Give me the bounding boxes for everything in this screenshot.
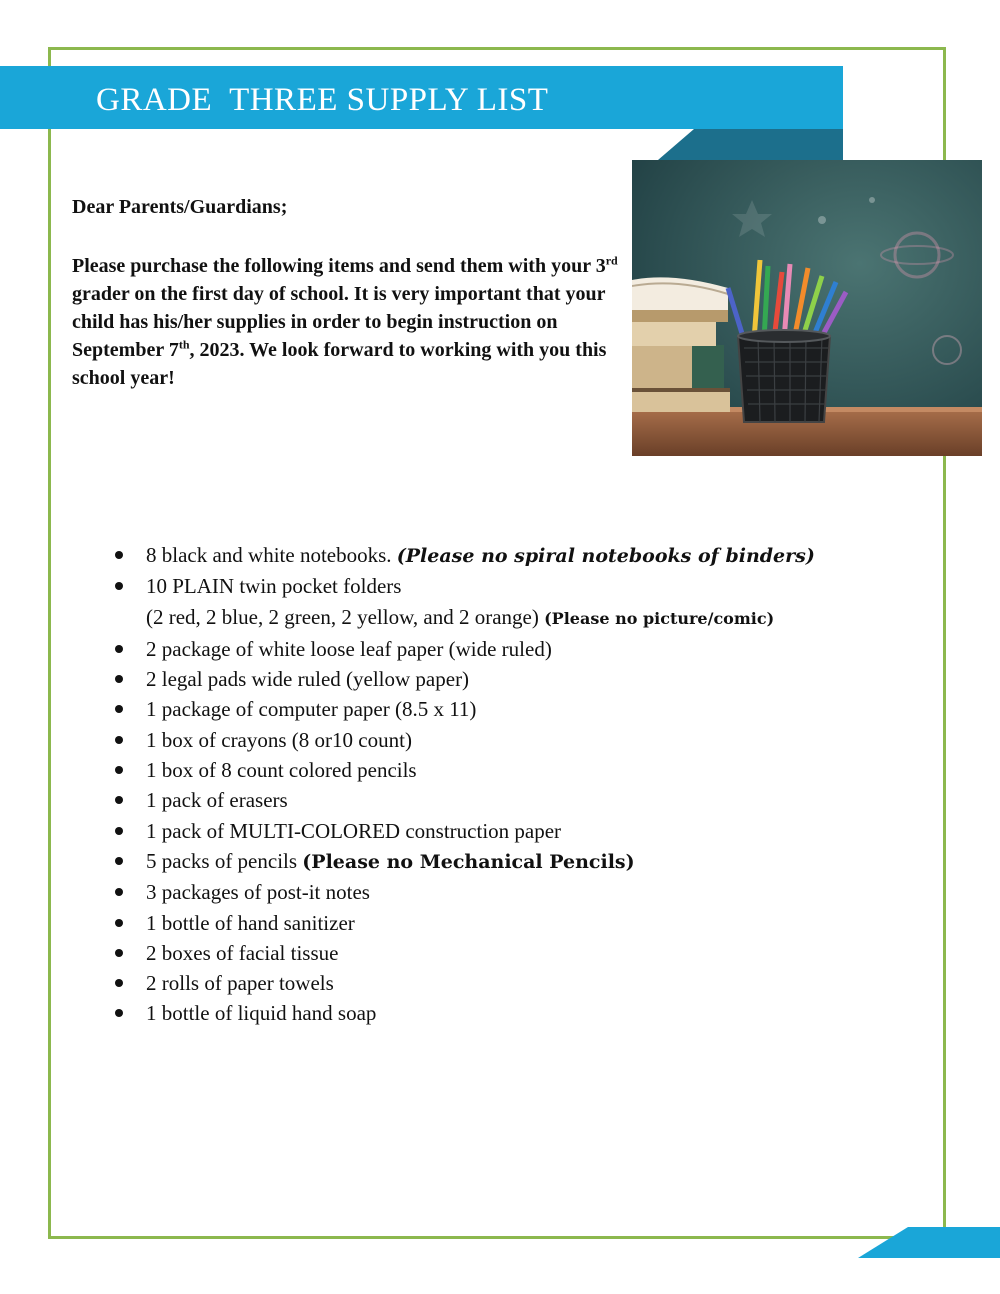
supply-list [0,540,1000,1029]
bullet-icon [115,919,123,927]
books-and-pencil-cup-image [632,160,982,456]
bullet-icon [115,1009,123,1017]
bullet-icon [115,645,123,653]
list-item: 10 PLAIN twin pocket folders [0,571,1000,601]
page-title: GRADE THREE SUPPLY LIST [96,82,549,118]
bullet-icon [115,705,123,713]
bullet-icon [115,675,123,683]
letter-intro: Please purchase the following items and send them with your 3rd grader on the first day of school. It is very important that your child has his/her supplies in order to begin instruction on September 7th, 2023. We look forward to working with you this school year! [72,253,618,389]
list-item: 2 boxes of facial tissue [0,938,1000,968]
bullet-icon [115,582,123,590]
list-item: 2 package of white loose leaf paper (wide ruled) [0,634,1000,664]
list-item: 3 packages of post-it notes [0,877,1000,907]
bullet-icon [115,888,123,896]
list-item: 2 legal pads wide ruled (yellow paper) [0,664,1000,694]
bullet-icon [115,979,123,987]
bullet-icon [115,949,123,957]
list-item: 1 pack of erasers [0,785,1000,815]
list-item: 2 rolls of paper towels [0,968,1000,998]
bullet-icon [115,827,123,835]
list-item: 1 box of 8 count colored pencils [0,755,1000,785]
list-item-continuation: (2 red, 2 blue, 2 green, 2 yellow, and 2 orange) (Please no picture/comic) [146,604,775,629]
bullet-icon [115,796,123,804]
bullet-icon [115,736,123,744]
bullet-icon [115,766,123,774]
list-item: 1 pack of MULTI-COLORED construction paper [0,816,1000,846]
list-item: 5 packs of pencils (Please no Mechanical Pencils) [0,846,1000,877]
list-item: 1 box of crayons (8 or10 count) [0,725,1000,755]
list-item: 1 bottle of hand sanitizer [0,908,1000,938]
list-item: 1 bottle of liquid hand soap [0,998,1000,1028]
bullet-icon [115,551,123,559]
letter-greeting: Dear Parents/Guardians; [72,196,288,218]
list-item: 8 black and white notebooks. (Please no spiral notebooks of binders) [0,540,1000,571]
list-item: 1 package of computer paper (8.5 x 11) [0,694,1000,724]
bullet-icon [115,857,123,865]
